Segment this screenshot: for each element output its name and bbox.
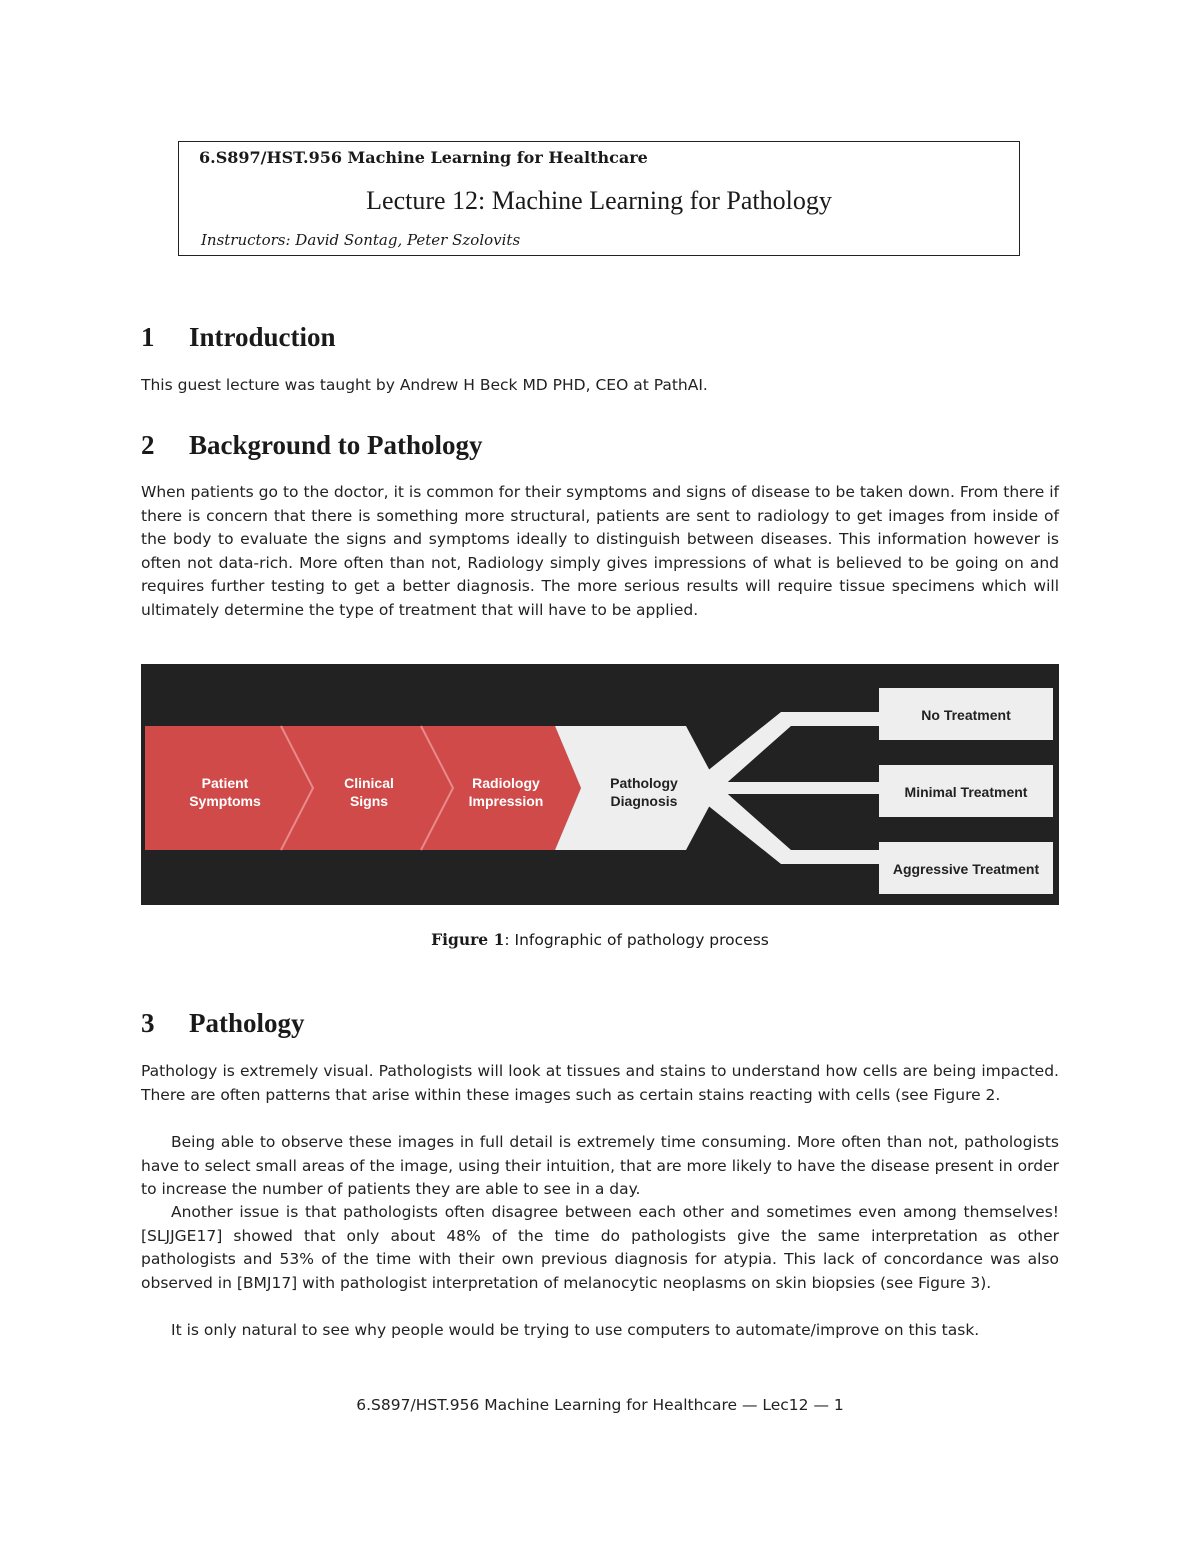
intro-paragraph: This guest lecture was taught by Andrew H Beck MD PHD, CEO at PathAI. <box>141 376 708 394</box>
step-label: Symptoms <box>189 793 261 809</box>
step-label: Radiology <box>472 775 540 791</box>
outcome-label: No Treatment <box>921 707 1011 723</box>
section-title-text: Background to Pathology <box>189 430 483 460</box>
pathology-process-figure <box>141 664 1059 905</box>
section-heading-pathology <box>141 1008 305 1039</box>
section-title-text: Introduction <box>189 322 336 352</box>
caption-label: Figure 1 <box>431 930 505 949</box>
instructors-line: Instructors: David Sontag, Peter Szolovits <box>201 231 521 249</box>
caption-text: : Infographic of pathology process <box>504 931 769 949</box>
step-label: Pathology <box>610 775 678 791</box>
pathology-paragraph: Another issue is that pathologists often disagree between each other and sometimes even among themselves! [SLJJGE17] showed that only about 48% of the time do pathologists give the same interpretation as other pathologists and 53% of the time with their own previous diagnosis for atypia. This lack of concordance was also observed in [BMJ17] with pathologist interpretation of melanocytic neoplasms on skin biopsies (see Figure 3). <box>141 1203 1059 1292</box>
lecture-title: Lecture 12: Machine Learning for Pathology <box>366 186 832 215</box>
section-heading-background <box>141 430 483 461</box>
section-number: 1 <box>141 322 155 352</box>
step-label: Impression <box>468 793 544 809</box>
background-paragraph: When patients go to the doctor, it is common for their symptoms and signs of disease to be taken down. From there if there is concern that there is something more structural, patients are sent to radiology to get images from inside of the body to evaluate the signs and symptoms ideally to distinguish between diseases. This information however is often not data-rich. More often than not, Radiology simply gives impressions of what is believed to be going on and requires further testing to get a better diagnosis. The more serious results will require tissue specimens which will ultimately determine the type of treatment that will have to be applied. <box>141 483 1059 619</box>
header-box <box>178 141 1020 256</box>
section-number: 3 <box>141 1008 155 1038</box>
page-footer: 6.S897/HST.956 Machine Learning for Healthcare — Lec12 — 1 <box>356 1396 844 1414</box>
section-title-text: Pathology <box>189 1008 305 1038</box>
pathology-paragraph: Pathology is extremely visual. Pathologists will look at tissues and stains to understand how cells are being impacted. There are often patterns that arise within these images such as certain stains reacting with cells (see Figure 2. <box>141 1062 1059 1104</box>
pathology-paragraph: Being able to observe these images in full detail is extremely time consuming. More often than not, pathologists have to select small areas of the image, using their intuition, that are more likely to have the disease present in order to increase the number of patients they are able to see in a day. <box>141 1133 1059 1198</box>
section-number: 2 <box>141 430 155 460</box>
step-label: Clinical <box>344 775 394 791</box>
pathology-paragraph: It is only natural to see why people would be trying to use computers to automate/improve on this task. <box>171 1321 980 1339</box>
figure-caption <box>0 930 1200 949</box>
step-label: Diagnosis <box>610 793 678 809</box>
section-heading-introduction <box>141 322 336 353</box>
branch-connector <box>716 782 881 794</box>
step-label: Signs <box>349 793 389 809</box>
outcome-label: Aggressive Treatment <box>892 861 1040 877</box>
outcome-label: Minimal Treatment <box>904 784 1028 800</box>
infographic-svg <box>141 664 1059 905</box>
course-line: 6.S897/HST.956 Machine Learning for Healthcare <box>199 148 648 167</box>
step-label: Patient <box>201 775 249 791</box>
